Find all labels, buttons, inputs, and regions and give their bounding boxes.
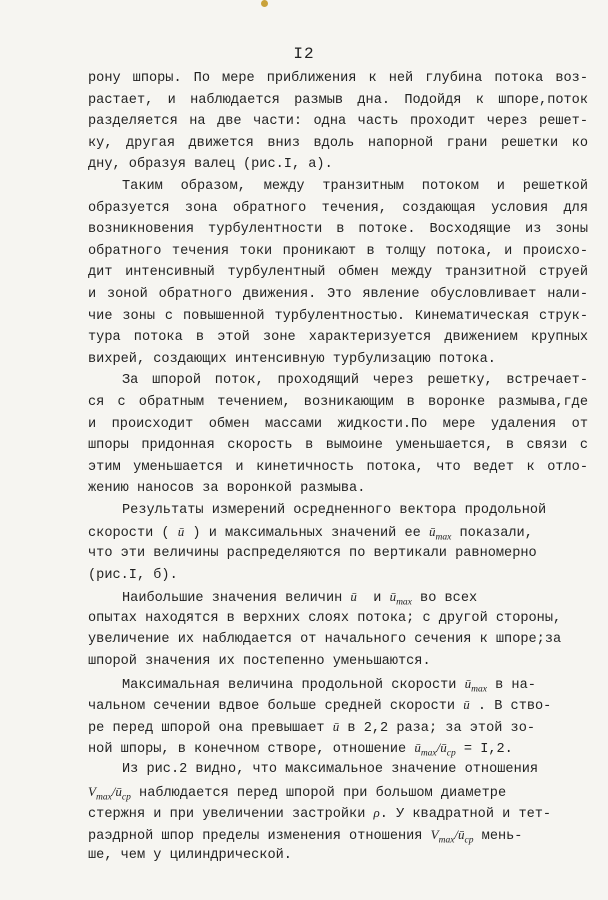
punch-hole-mark (261, 0, 268, 7)
text-line: ся с обратным течением, возникающим в воронке размыва,где (88, 394, 588, 410)
text-line: $V_{max}/ū_{ср}$ наблюдается перед шпорой при большом диаметре (88, 783, 507, 803)
text-line: и происходит обмен массами жидкости.По мере удаления от (88, 416, 588, 432)
text-line: что эти величины распределяются по вертикали равномерно (88, 546, 537, 562)
text-line: образуется зона обратного течения, создающая условия для (88, 200, 588, 216)
text-line: рону шпоры. По мере приближения к ней глубина потока воз- (88, 71, 588, 86)
ratio-umax-ucp: $ū_{max}/ū_{ср}$ (414, 740, 456, 759)
symbol-rho: ρ (373, 805, 380, 821)
text-line: Результаты измерений осредненного вектора продольной (122, 502, 547, 518)
text-line: ше, чем у цилиндрической. (88, 848, 292, 864)
symbol-u: ū (350, 589, 357, 605)
text-line: возникновения турбулентности в потоке. Восходящие из зоны (88, 222, 588, 238)
text-line: обратного течения токи проникают в толщу потока, и происхо- (88, 243, 588, 259)
text-line: Максимальная величина продольной скорости $ū_{max}$ в на- (122, 675, 536, 695)
ratio-vmax-ucp: $V_{max}/ū_{ср}$ (430, 826, 474, 846)
text-line: увеличение их наблюдается от начального сечения к шпоре;за (88, 632, 562, 648)
symbol-u: ū (177, 524, 185, 540)
text-line: стержня и при увеличении застройки ρ. У квадратной и тет- (88, 805, 552, 823)
text-line: жению наносов за воронкой размыва. (88, 481, 366, 497)
text-line: Таким образом, между транзитным потоком и решеткой (122, 178, 588, 194)
text-line: растает, и наблюдается размыв дна. Подойдя к шпоре,поток (88, 92, 588, 108)
symbol-u: ū (463, 697, 470, 713)
text-line: вихрей, создающих интенсивную турбулизацию потока. (88, 351, 496, 367)
page-number: I2 (293, 45, 315, 63)
ratio-vmax-ucp: $V_{max}/ū_{ср}$ (88, 783, 131, 803)
text-line: раэдрной шпор пределы изменения отношения $V_{max}/ū_{ср}$ мень- (88, 826, 523, 846)
body-text (88, 68, 588, 867)
text-line: Из рис.2 видно, что максимальное значение отношения (122, 762, 539, 777)
text-line: ре перед шпорой она превышает ū в 2,2 раза; за этой зо- (88, 718, 536, 736)
text-line: чие зоны с повышенной турбулентностью. Кинематическая струк- (88, 308, 588, 324)
text-line: опытах находятся в верхних слоях потока; с другой стороны, (88, 610, 562, 626)
text-line: шпорой значения их постепенно уменьшаются. (88, 654, 431, 670)
text-line: этим уменьшается и кинетичность потока, что ведет к отло- (88, 459, 588, 475)
text-line: Наибольшие значения величин ū и $ū_{max}$ во всех (122, 589, 478, 608)
symbol-u-max: $ū_{max}$ (428, 524, 452, 544)
text-line: тура потока в этой зоне характеризуется движением крупных (88, 330, 588, 346)
text-line: скорости ( ū ) и максимальных значений ее $ū_{max}$ показали, (88, 524, 533, 544)
text-line: ку, другая движется вниз вдоль напорной грани решетки ко (88, 135, 588, 151)
text-line: чальном сечении вдвое больше средней скорости ū . В ство- (88, 697, 552, 715)
text-line: и зоной обратного движения. Это явление обусловливает нали- (88, 286, 588, 302)
text-line: (рис.I, б). (88, 567, 178, 583)
text-line: ной шпоры, в конечном створе, отношение $ū_{max}/ū_{ср} = I,2$. (88, 740, 513, 759)
text-line: разделяется на две части: одна часть проходит через решет- (88, 114, 588, 130)
symbol-u-max: $ū_{max}$ (389, 589, 412, 608)
text-line: За шпорой поток, проходящий через решетку, встречает- (122, 373, 588, 389)
symbol-u-max: $ū_{max}$ (464, 675, 487, 695)
text-line: дит интенсивный турбулентный обмен между транзитной струей (88, 265, 588, 281)
symbol-u: ū (332, 718, 340, 734)
text-line: шпоры придонная скорость в вымоине уменьшается, в связи с (88, 438, 588, 454)
text-line: дну, образуя валец (рис.I, а). (88, 157, 333, 173)
paragraph-block (88, 68, 588, 500)
